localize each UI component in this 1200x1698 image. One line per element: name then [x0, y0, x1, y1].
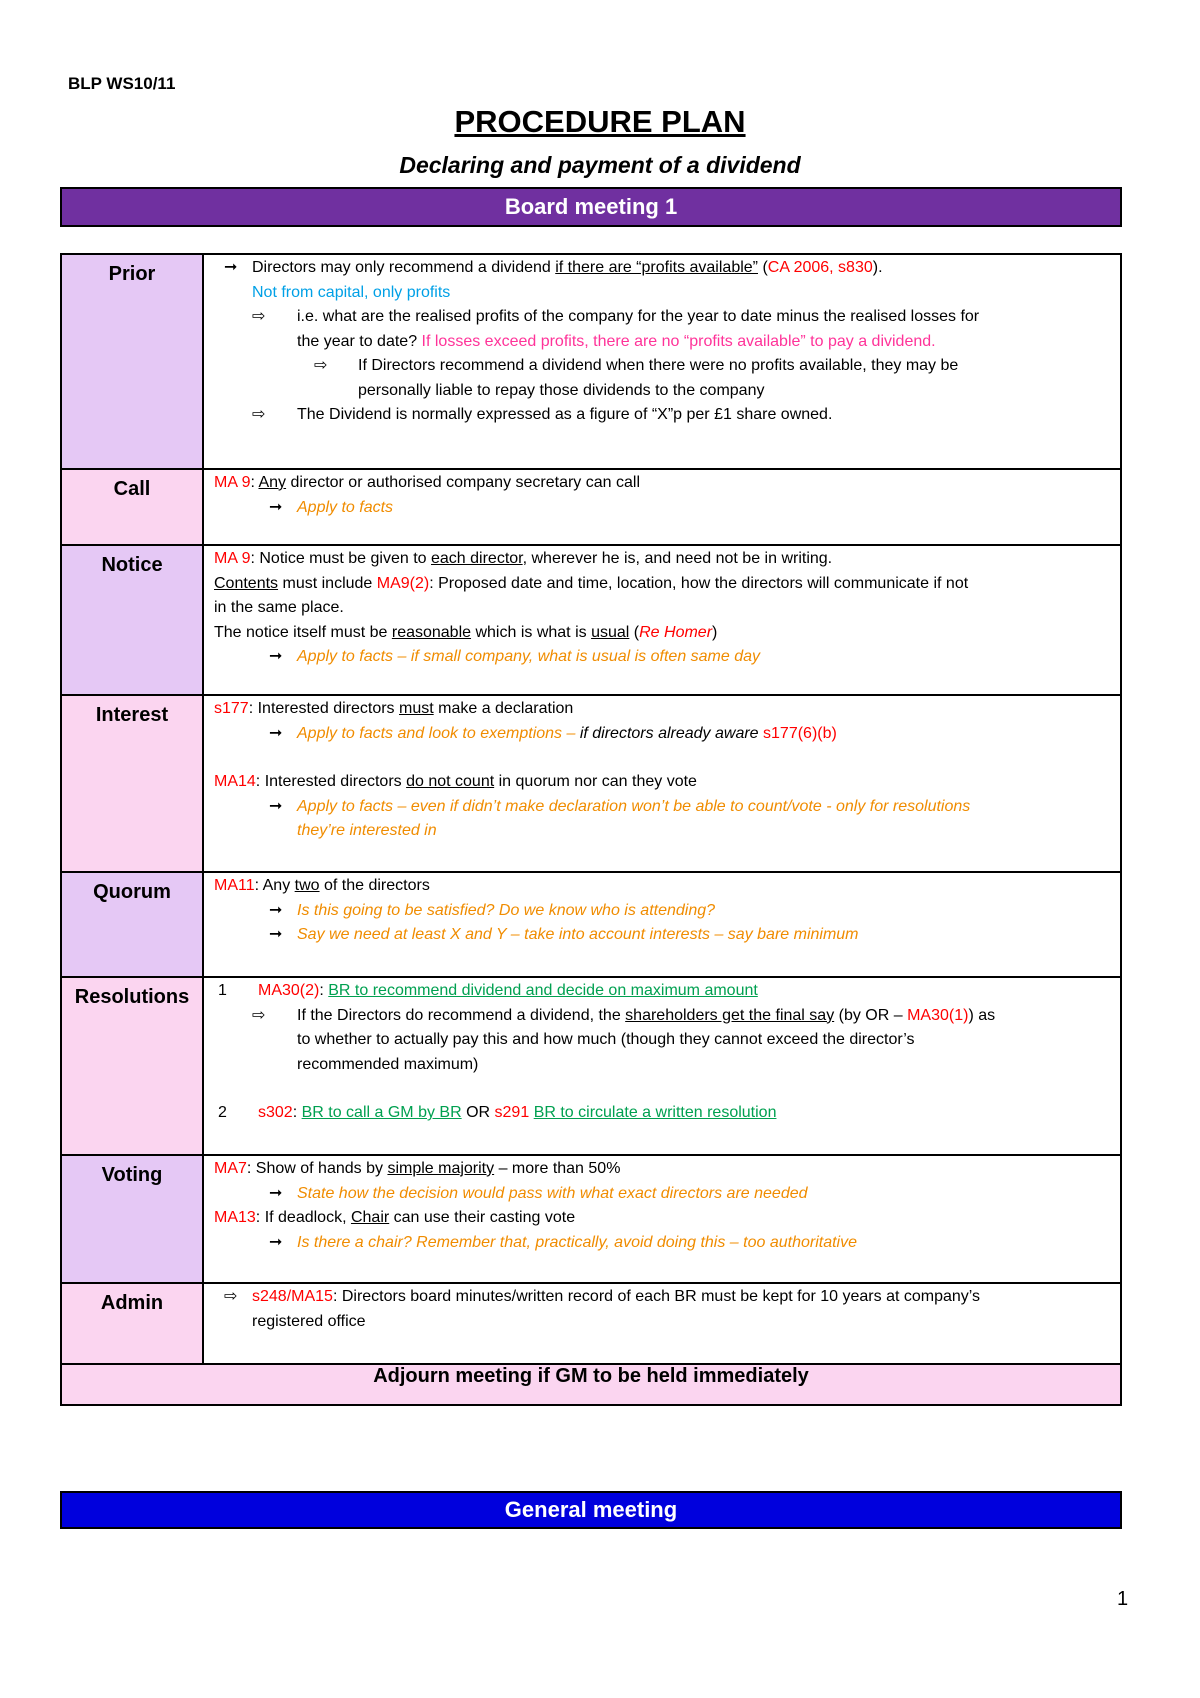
- arrow-icon: ➞: [269, 648, 283, 665]
- double-arrow-icon: ⇨: [252, 1006, 266, 1024]
- row-label-notice: Notice: [61, 545, 203, 695]
- row-label-admin: Admin: [61, 1283, 203, 1364]
- row-label-interest: Interest: [61, 695, 203, 872]
- row-content-call: MA 9: Any director or authorised company secretary can call ➞ Apply to facts: [203, 469, 1121, 545]
- table-row-resolutions: [61, 977, 1121, 1155]
- arrow-icon: ➞: [269, 797, 283, 815]
- row-label-call: Call: [61, 469, 203, 545]
- row-content-admin: ⇨ s248/MA15: Directors board minutes/written record of each BR must be kept for 10 years at company’s registered office: [203, 1283, 1121, 1364]
- table-row-quorum: [61, 872, 1121, 977]
- table-row-interest: [61, 695, 1121, 872]
- header-code: BLP WS10/11: [68, 74, 176, 93]
- page-number: 1: [1117, 1588, 1129, 1610]
- general-meeting-banner: General meeting: [60, 1491, 1122, 1529]
- adjourn-note: Adjourn meeting if GM to be held immediately: [61, 1364, 1121, 1405]
- row-content-notice: MA 9: Notice must be given to each director, wherever he is, and need not be in writing. Contents must include MA9(2): Proposed date and time, location, how the directors will communicate if not in the same place. The notice itself must be reasonable which is what is usual (Re Homer) ➞ Apply to facts – if small company, what is usual is often same day: [203, 545, 1121, 695]
- table-row-notice: [61, 545, 1121, 695]
- double-arrow-icon: ⇨: [252, 406, 266, 423]
- table-row-admin: [61, 1283, 1121, 1364]
- procedure-table: [60, 253, 1122, 1406]
- row-label-quorum: Quorum: [61, 872, 203, 977]
- arrow-icon: ➞: [269, 901, 283, 919]
- page-title: PROCEDURE PLAN: [454, 104, 746, 139]
- double-arrow-icon: ⇨: [224, 1288, 238, 1305]
- row-content-quorum: MA11: Any two of the directors ➞ Is this going to be satisfied? Do we know who is attending? ➞ Say we need at least X and Y – take into account interests – say bare minimum: [203, 872, 1121, 977]
- row-content-voting: MA7: Show of hands by simple majority – more than 50% ➞ State how the decision would pass with what exact directors are needed MA13: If deadlock, Chair can use their casting vote ➞ Is there a chair? Remember that, practically, avoid doing this – too authoritative: [203, 1155, 1121, 1283]
- row-label-voting: Voting: [61, 1155, 203, 1283]
- arrow-icon: ➞: [269, 1184, 283, 1202]
- double-arrow-icon: ⇨: [314, 357, 328, 374]
- row-content-resolutions: 1 MA30(2): BR to recommend dividend and decide on maximum amount ⇨ If the Directors do recommend a dividend, the shareholders get the final say (by OR – MA30(1)) as to whether to actually pay this and how much (though they cannot exceed the director’s recommended maximum) 2 s302: BR to call a GM by BR OR s291 BR to circulate a written resolution: [203, 977, 1121, 1155]
- arrow-icon: ➞: [269, 724, 283, 742]
- arrow-icon: ➞: [269, 1233, 283, 1251]
- table-row-voting: [61, 1155, 1121, 1283]
- table-row-footer: [61, 1364, 1121, 1405]
- table-row-call: [61, 469, 1121, 545]
- arrow-icon: ➞: [224, 259, 238, 276]
- row-content-prior: ➞ Directors may only recommend a dividend if there are “profits available” (CA 2006, s830). Not from capital, only profits ⇨ i.e. what are the realised profits of the company for the year to date minus the realised losses for the year to date? If losses exceed profits, there are no “profits available” to pay a dividend. ⇨ If Directors recommend a dividend when there were no profits available, they may be personally liable to repay those dividends to the company ⇨ The Dividend is normally expressed as a figure of “X”p per £1 share owned.: [203, 254, 1121, 469]
- table-row-prior: [61, 254, 1121, 469]
- row-label-resolutions: Resolutions: [61, 977, 203, 1155]
- arrow-icon: ➞: [269, 926, 283, 943]
- board-meeting-banner: Board meeting 1: [60, 187, 1122, 227]
- row-content-interest: s177: Interested directors must make a declaration ➞ Apply to facts and look to exemptions – if directors already aware s177(6)(b) MA14: Interested directors do not count in quorum nor can they vote ➞ Apply to facts – even if didn’t make declaration won’t be able to count/vote - only for resolutions they’re interested in: [203, 695, 1121, 872]
- row-label-prior: Prior: [61, 254, 203, 469]
- arrow-icon: ➞: [269, 498, 283, 516]
- page-subtitle: Declaring and payment of a dividend: [399, 152, 801, 178]
- double-arrow-icon: ⇨: [252, 308, 266, 325]
